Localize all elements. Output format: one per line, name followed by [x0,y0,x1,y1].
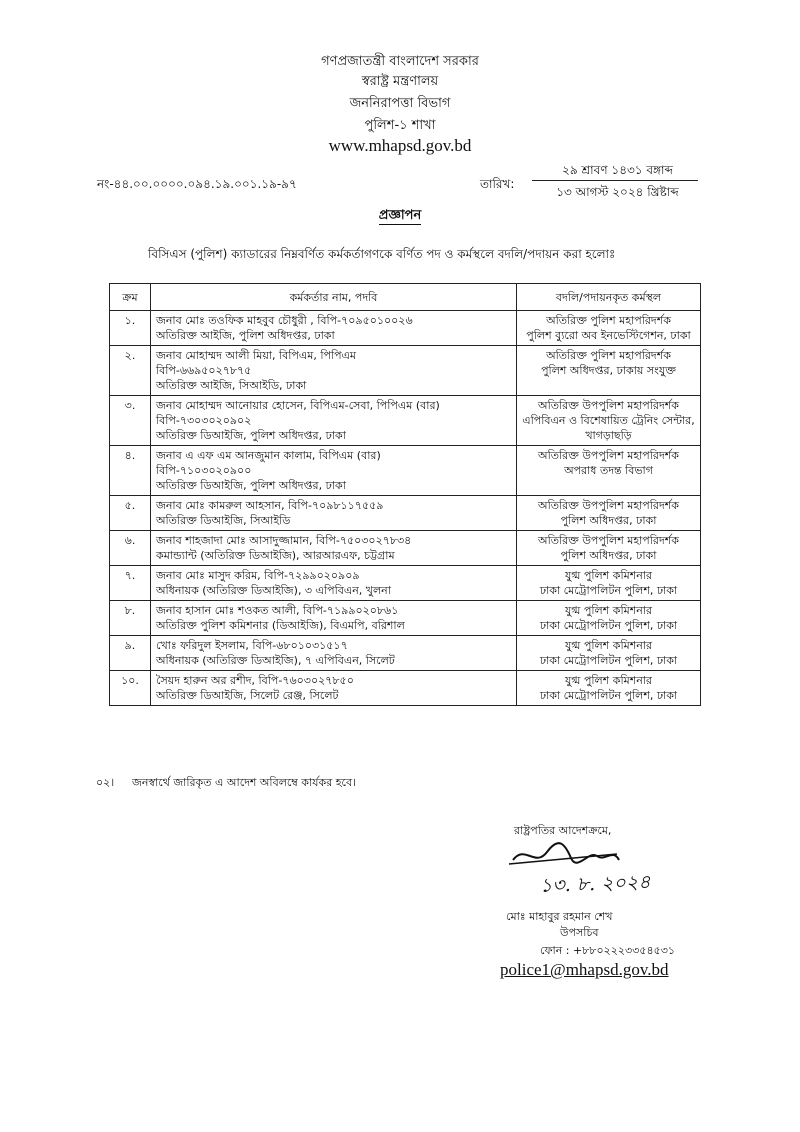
officer-line: অতিরিক্ত ডিআইজি, পুলিশ অধিদপ্তর, ঢাকা [156,479,346,492]
header-officer: কর্মকর্তার নাম, পদবি [151,284,517,311]
row-posting [517,446,701,496]
posting-line: পুলিশ অধিদপ্তর, ঢাকা [560,514,657,527]
posting-line: যুগ্ম পুলিশ কমিশনার [564,569,653,582]
posting-line: পুলিশ অধিদপ্তর, ঢাকা [560,549,657,562]
row-officer [151,346,517,396]
table-row [110,601,701,636]
row-officer [151,446,517,496]
order-line: রাষ্ট্রপতির আদেশক্রমে, [514,824,612,837]
signatory-designation: উপসচিব [560,926,599,939]
signatory-name: মোঃ মাহাবুর রহমান শেখ [506,910,613,923]
officer-line: সৈয়দ হারুন অর রশীদ, বিপি-৭৬০৩০২৭৮৫০ [156,674,354,687]
officer-line: জনাব মোঃ মাসুদ করিম, বিপি-৭২৯৯০২০৯০৯ [156,569,360,582]
officer-line: জনাব এ এফ এম আনজুমান কালাম, বিপিএম (বার) [156,449,381,462]
officer-line: জনাব মোহাম্মদ আনোয়ার হোসেন, বিপিএম-সেবা, পিপিএম (বার) [156,399,440,412]
website-link[interactable]: www.mhapsd.gov.bd [328,136,472,155]
branch-name: পুলিশ-১ শাখা [364,118,436,133]
table-header-row [110,284,701,311]
posting-line: পুলিশ অধিদপ্তর, ঢাকায় সংযুক্ত [541,364,676,377]
posting-line: অতিরিক্ত পুলিশ মহাপরিদর্শক [546,349,671,362]
posting-line: অতিরিক্ত উপপুলিশ মহাপরিদর্শক [538,534,679,547]
posting-line: ঢাকা মেট্রোপলিটন পুলিশ, ঢাকা [539,584,678,597]
row-posting [517,601,701,636]
transfer-table [109,283,701,706]
officer-line: অতিরিক্ত ডিআইজি, পুলিশ অধিদপ্তর, ঢাকা [156,429,346,442]
row-officer [151,601,517,636]
table-row [110,496,701,531]
row-officer [151,636,517,671]
notice-title: প্রজ্ঞাপন [378,208,422,223]
header-posting: বদলি/পদায়নকৃত কর্মস্থল [517,284,701,311]
memo-number: নং-৪৪.০০.০০০০.০৯৪.১৯.০০১.১৯-৯৭ [97,177,297,191]
table-row [110,311,701,346]
date-label: তারিখ: [480,177,515,191]
row-serial: ১০. [110,671,151,706]
posting-line: খাগড়াছড়ি [585,429,632,442]
row-officer [151,311,517,346]
row-serial: ৮. [110,601,151,636]
row-officer [151,396,517,446]
row-officer [151,496,517,531]
officer-line: অতিরিক্ত ডিআইজি, সিলেট রেঞ্জ, সিলেট [156,689,339,702]
officer-line: অতিরিক্ত ডিআইজি, সিআইডি [156,514,291,527]
row-serial: ৪. [110,446,151,496]
officer-line: জনাব শাহজাদা মোঃ আসাদুজ্জামান, বিপি-৭৫০৩০২৭৮৩৪ [156,534,412,547]
paragraph-number: ০২। [96,776,115,789]
posting-line: অতিরিক্ত উপপুলিশ মহাপরিদর্শক [538,499,679,512]
row-serial: ১. [110,311,151,346]
row-posting [517,566,701,601]
officer-line: বিপি-৭৩০৩০২০৯০২ [156,414,252,427]
officer-line: অতিরিক্ত পুলিশ কমিশনার (ডিআইজি), বিএমপি, বরিশাল [156,619,405,632]
officer-line: অতিরিক্ত আইজি, সিআইডি, ঢাকা [156,379,307,392]
officer-line: জনাব মোহাম্মদ আলী মিয়া, বিপিএম, পিপিএম [156,349,357,362]
table-row [110,396,701,446]
handwritten-date: ১৩. ৮. ২০২৪ [539,871,651,897]
row-posting [517,496,701,531]
posting-line: পুলিশ ব্যুরো অব ইনভেস্টিগেশন, ঢাকা [526,329,691,342]
officer-line: খোঃ ফরিদুল ইসলাম, বিপি-৬৮০১০৩১৫১৭ [156,639,348,652]
govt-name: গণপ্রজাতন্ত্রী বাংলাদেশ সরকার [321,54,479,69]
table-row [110,531,701,566]
header-serial: ক্রম [110,284,151,311]
paragraph-2 [96,774,356,793]
posting-line: যুগ্ম পুলিশ কমিশনার [564,674,653,687]
signatory-phone: ফোন : +৮৮০২২২৩৩৫৪৫৩১ [540,944,676,957]
officer-line: অধিনায়ক (অতিরিক্ত ডিআইজি), ৭ এপিবিএন, সিলেট [156,654,395,667]
signature-scribble [505,840,625,872]
row-posting [517,346,701,396]
table-body [110,311,701,706]
officer-line: কমান্ড্যান্ট (অতিরিক্ত ডিআইজি), আরআরএফ, চট্টগ্রাম [156,549,395,562]
row-serial: ৬. [110,531,151,566]
table-row [110,671,701,706]
posting-line: অতিরিক্ত পুলিশ মহাপরিদর্শক [546,314,671,327]
officer-line: বিপি-৭১০৩০২০৯০০ [156,464,252,477]
table-row [110,346,701,396]
row-posting [517,636,701,671]
table-row [110,446,701,496]
row-serial: ২. [110,346,151,396]
signatory-email-link[interactable]: police1@mhapsd.gov.bd [500,960,669,979]
date-english: ১৩ আগস্ট ২০২৪ খ্রিষ্টাব্দ [556,185,679,199]
date-divider [532,180,698,181]
officer-line: জনাব মোঃ কামরুল আহসান, বিপি-৭০৯৮১১৭৫৫৯ [156,499,384,512]
posting-line: অতিরিক্ত উপপুলিশ মহাপরিদর্শক [538,399,679,412]
posting-line: যুগ্ম পুলিশ কমিশনার [564,639,653,652]
posting-line: ঢাকা মেট্রোপলিটন পুলিশ, ঢাকা [539,654,678,667]
posting-line: ঢাকা মেট্রোপলিটন পুলিশ, ঢাকা [539,619,678,632]
posting-line: এপিবিএন ও বিশেষায়িত ট্রেনিং সেন্টার, [522,414,695,427]
officer-line: অতিরিক্ত আইজি, পুলিশ অধিদপ্তর, ঢাকা [156,329,335,342]
posting-line: অতিরিক্ত উপপুলিশ মহাপরিদর্শক [538,449,679,462]
officer-line: জনাব মোঃ তওফিক মাহবুব চৌধুরী , বিপি-৭০৯৫০১০০২৬ [156,314,413,327]
division-name: জননিরাপত্তা বিভাগ [349,96,451,111]
posting-line: যুগ্ম পুলিশ কমিশনার [564,604,653,617]
row-posting [517,531,701,566]
notice-intro: বিসিএস (পুলিশ) ক্যাডারের নিম্নবর্ণিত কর্মকর্তাগণকে বর্ণিত পদ ও কর্মস্থলে বদলি/পদায়ন করা হলোঃ [148,247,616,261]
table-row [110,636,701,671]
notice-title-wrap [0,206,800,227]
row-officer [151,531,517,566]
row-serial: ৯. [110,636,151,671]
officer-line: অধিনায়ক (অতিরিক্ত ডিআইজি), ৩ এপিবিএন, খুলনা [156,584,391,597]
row-posting [517,311,701,346]
posting-line: ঢাকা মেট্রোপলিটন পুলিশ, ঢাকা [539,689,678,702]
row-officer [151,566,517,601]
row-serial: ৩. [110,396,151,446]
posting-line: অপরাধ তদন্ত বিভাগ [564,464,653,477]
date-bangla: ২৯ শ্রাবণ ১৪৩১ বঙ্গাব্দ [562,163,673,177]
row-posting [517,671,701,706]
officer-line: বিপি-৬৬৯৫০২৭৮৭৫ [156,364,252,377]
row-posting [517,396,701,446]
row-serial: ৭. [110,566,151,601]
row-officer [151,671,517,706]
table-row [110,566,701,601]
paragraph-text: জনস্বার্থে জারিকৃত এ আদেশ অবিলম্বে কার্যকর হবে। [132,776,357,789]
row-serial: ৫. [110,496,151,531]
ministry-name: স্বরাষ্ট্র মন্ত্রণালয় [361,74,439,89]
officer-line: জনাব হাসান মোঃ শওকত আলী, বিপি-৭১৯৯০২০৮৬১ [156,604,399,617]
